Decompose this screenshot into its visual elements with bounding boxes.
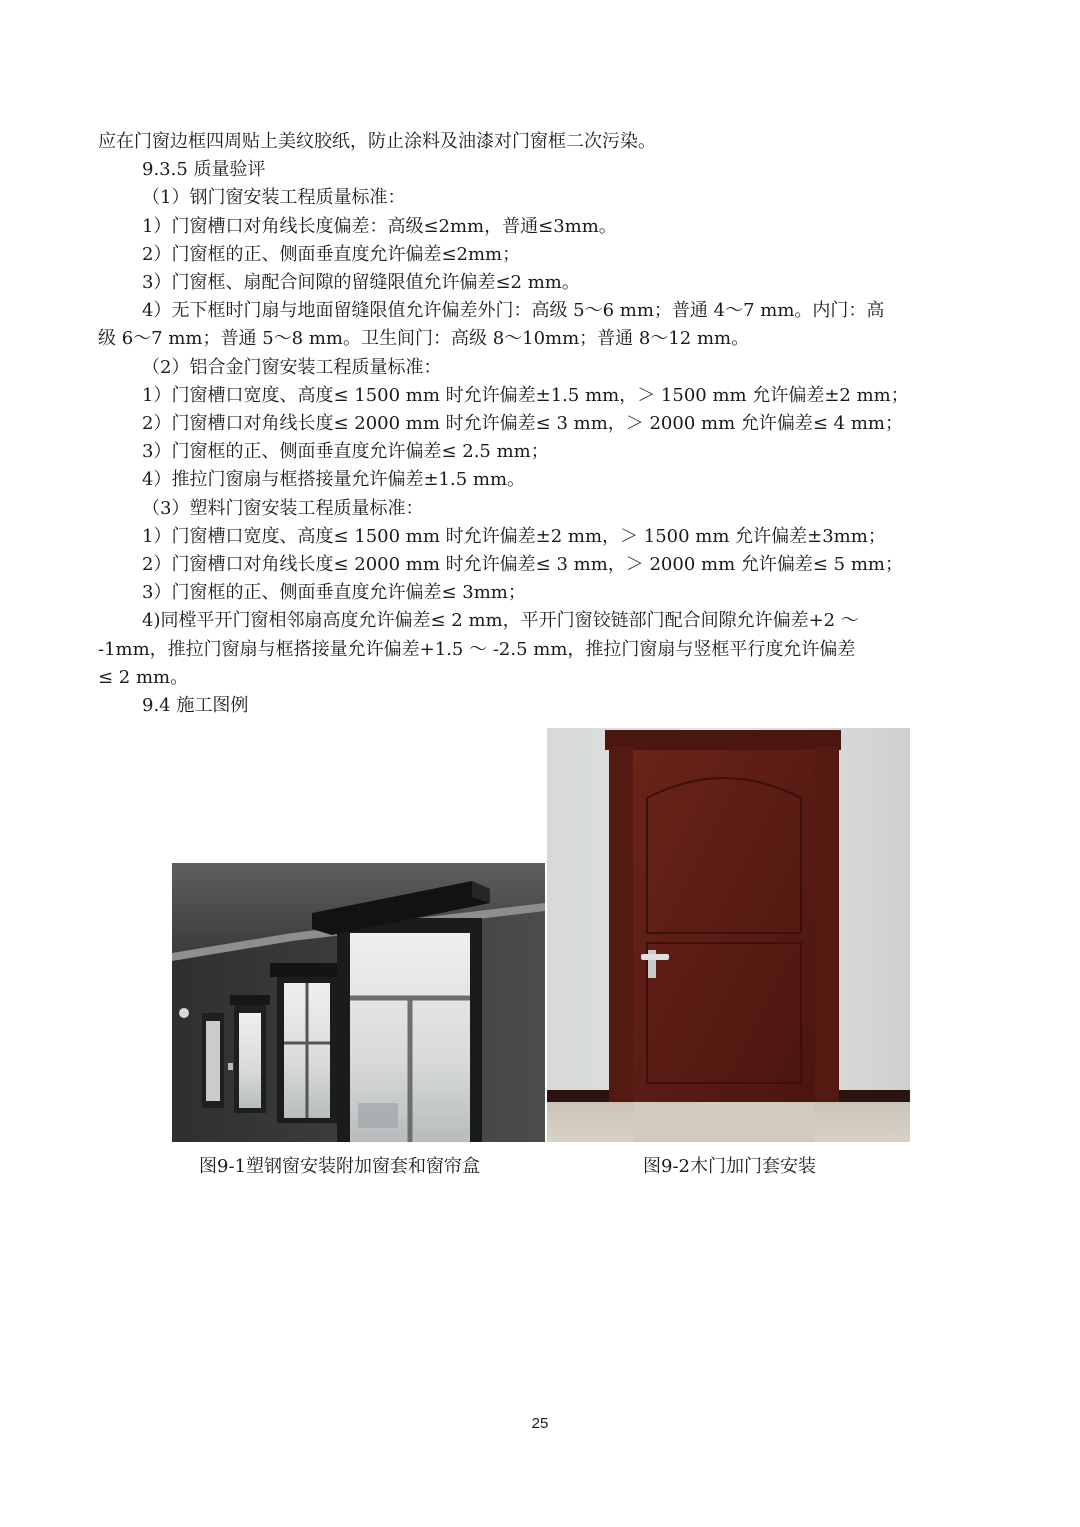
- subsection-heading: （3）塑料门窗安装工程质量标准：: [142, 497, 424, 519]
- text-line: 应在门窗边框四周贴上美纹胶纸，防止涂料及油漆对门窗框二次污染。: [98, 131, 656, 152]
- text-line: 4）无下框时门扇与地面留缝限值允许偏差外门：高级 5～6 mm；普通 4～7 mm。内门：高: [142, 300, 885, 322]
- page-number: 25: [531, 1415, 549, 1432]
- window-photo-illustration: [172, 863, 545, 1142]
- text-line: -1mm，推拉门窗扇与框搭接量允许偏差+1.5 ～ -2.5 mm，推拉门窗扇与竖框平行度允许偏差: [98, 638, 856, 660]
- text-line: 级 6～7 mm；普通 5～8 mm。卫生间门：高级 8～10mm；普通 8～12 mm。: [98, 328, 750, 350]
- subsection-heading: （2）铝合金门窗安装工程质量标准：: [142, 356, 442, 378]
- text-line: 4）推拉门窗扇与框搭接量允许偏差±1.5 mm。: [142, 469, 526, 491]
- door-photo: [547, 728, 910, 1142]
- body-text: [98, 128, 984, 720]
- text-line: 2）门窗槽口对角线长度≤ 2000 mm 时允许偏差≤ 3 mm，＞ 2000 mm 允许偏差≤ 4 mm；: [142, 413, 903, 435]
- subsection-heading: （1）钢门窗安装工程质量标准：: [142, 187, 406, 209]
- window-photo: [172, 863, 545, 1142]
- text-line: 1）门窗槽口对角线长度偏差：高级≤2mm，普通≤3mm。: [142, 215, 617, 237]
- text-line: 2）门窗槽口对角线长度≤ 2000 mm 时允许偏差≤ 3 mm，＞ 2000 mm 允许偏差≤ 5 mm；: [142, 554, 903, 576]
- text-line: 2）门窗框的正、侧面垂直度允许偏差≤2mm；: [142, 243, 521, 265]
- figure-caption: 图9-2木门加门套安装: [643, 1156, 816, 1177]
- text-line: 1）门窗槽口宽度、高度≤ 1500 mm 时允许偏差±1.5 mm，＞ 1500 mm 允许偏差±2 mm；: [142, 384, 909, 406]
- section-heading: 9.3.5 质量验评: [142, 159, 266, 181]
- text-line: 4)同樘平开门窗相邻扇高度允许偏差≤ 2 mm，平开门窗铰链部门配合间隙允许偏差+2 ～: [142, 610, 859, 632]
- section-heading: 9.4 施工图例: [142, 695, 249, 717]
- text-line: 1）门窗槽口宽度、高度≤ 1500 mm 时允许偏差±2 mm，＞ 1500 mm 允许偏差±3mm；: [142, 525, 886, 547]
- text-line: 3）门窗框的正、侧面垂直度允许偏差≤ 2.5 mm；: [142, 441, 549, 463]
- door-photo-illustration: [547, 728, 910, 1142]
- figure-caption: 图9-1塑钢窗安装附加窗套和窗帘盒: [199, 1156, 480, 1177]
- text-line: 3）门窗框、扇配合间隙的留缝限值允许偏差≤2 mm。: [142, 272, 580, 294]
- text-line: ≤ 2 mm。: [98, 666, 189, 688]
- text-line: 3）门窗框的正、侧面垂直度允许偏差≤ 3mm；: [142, 582, 526, 604]
